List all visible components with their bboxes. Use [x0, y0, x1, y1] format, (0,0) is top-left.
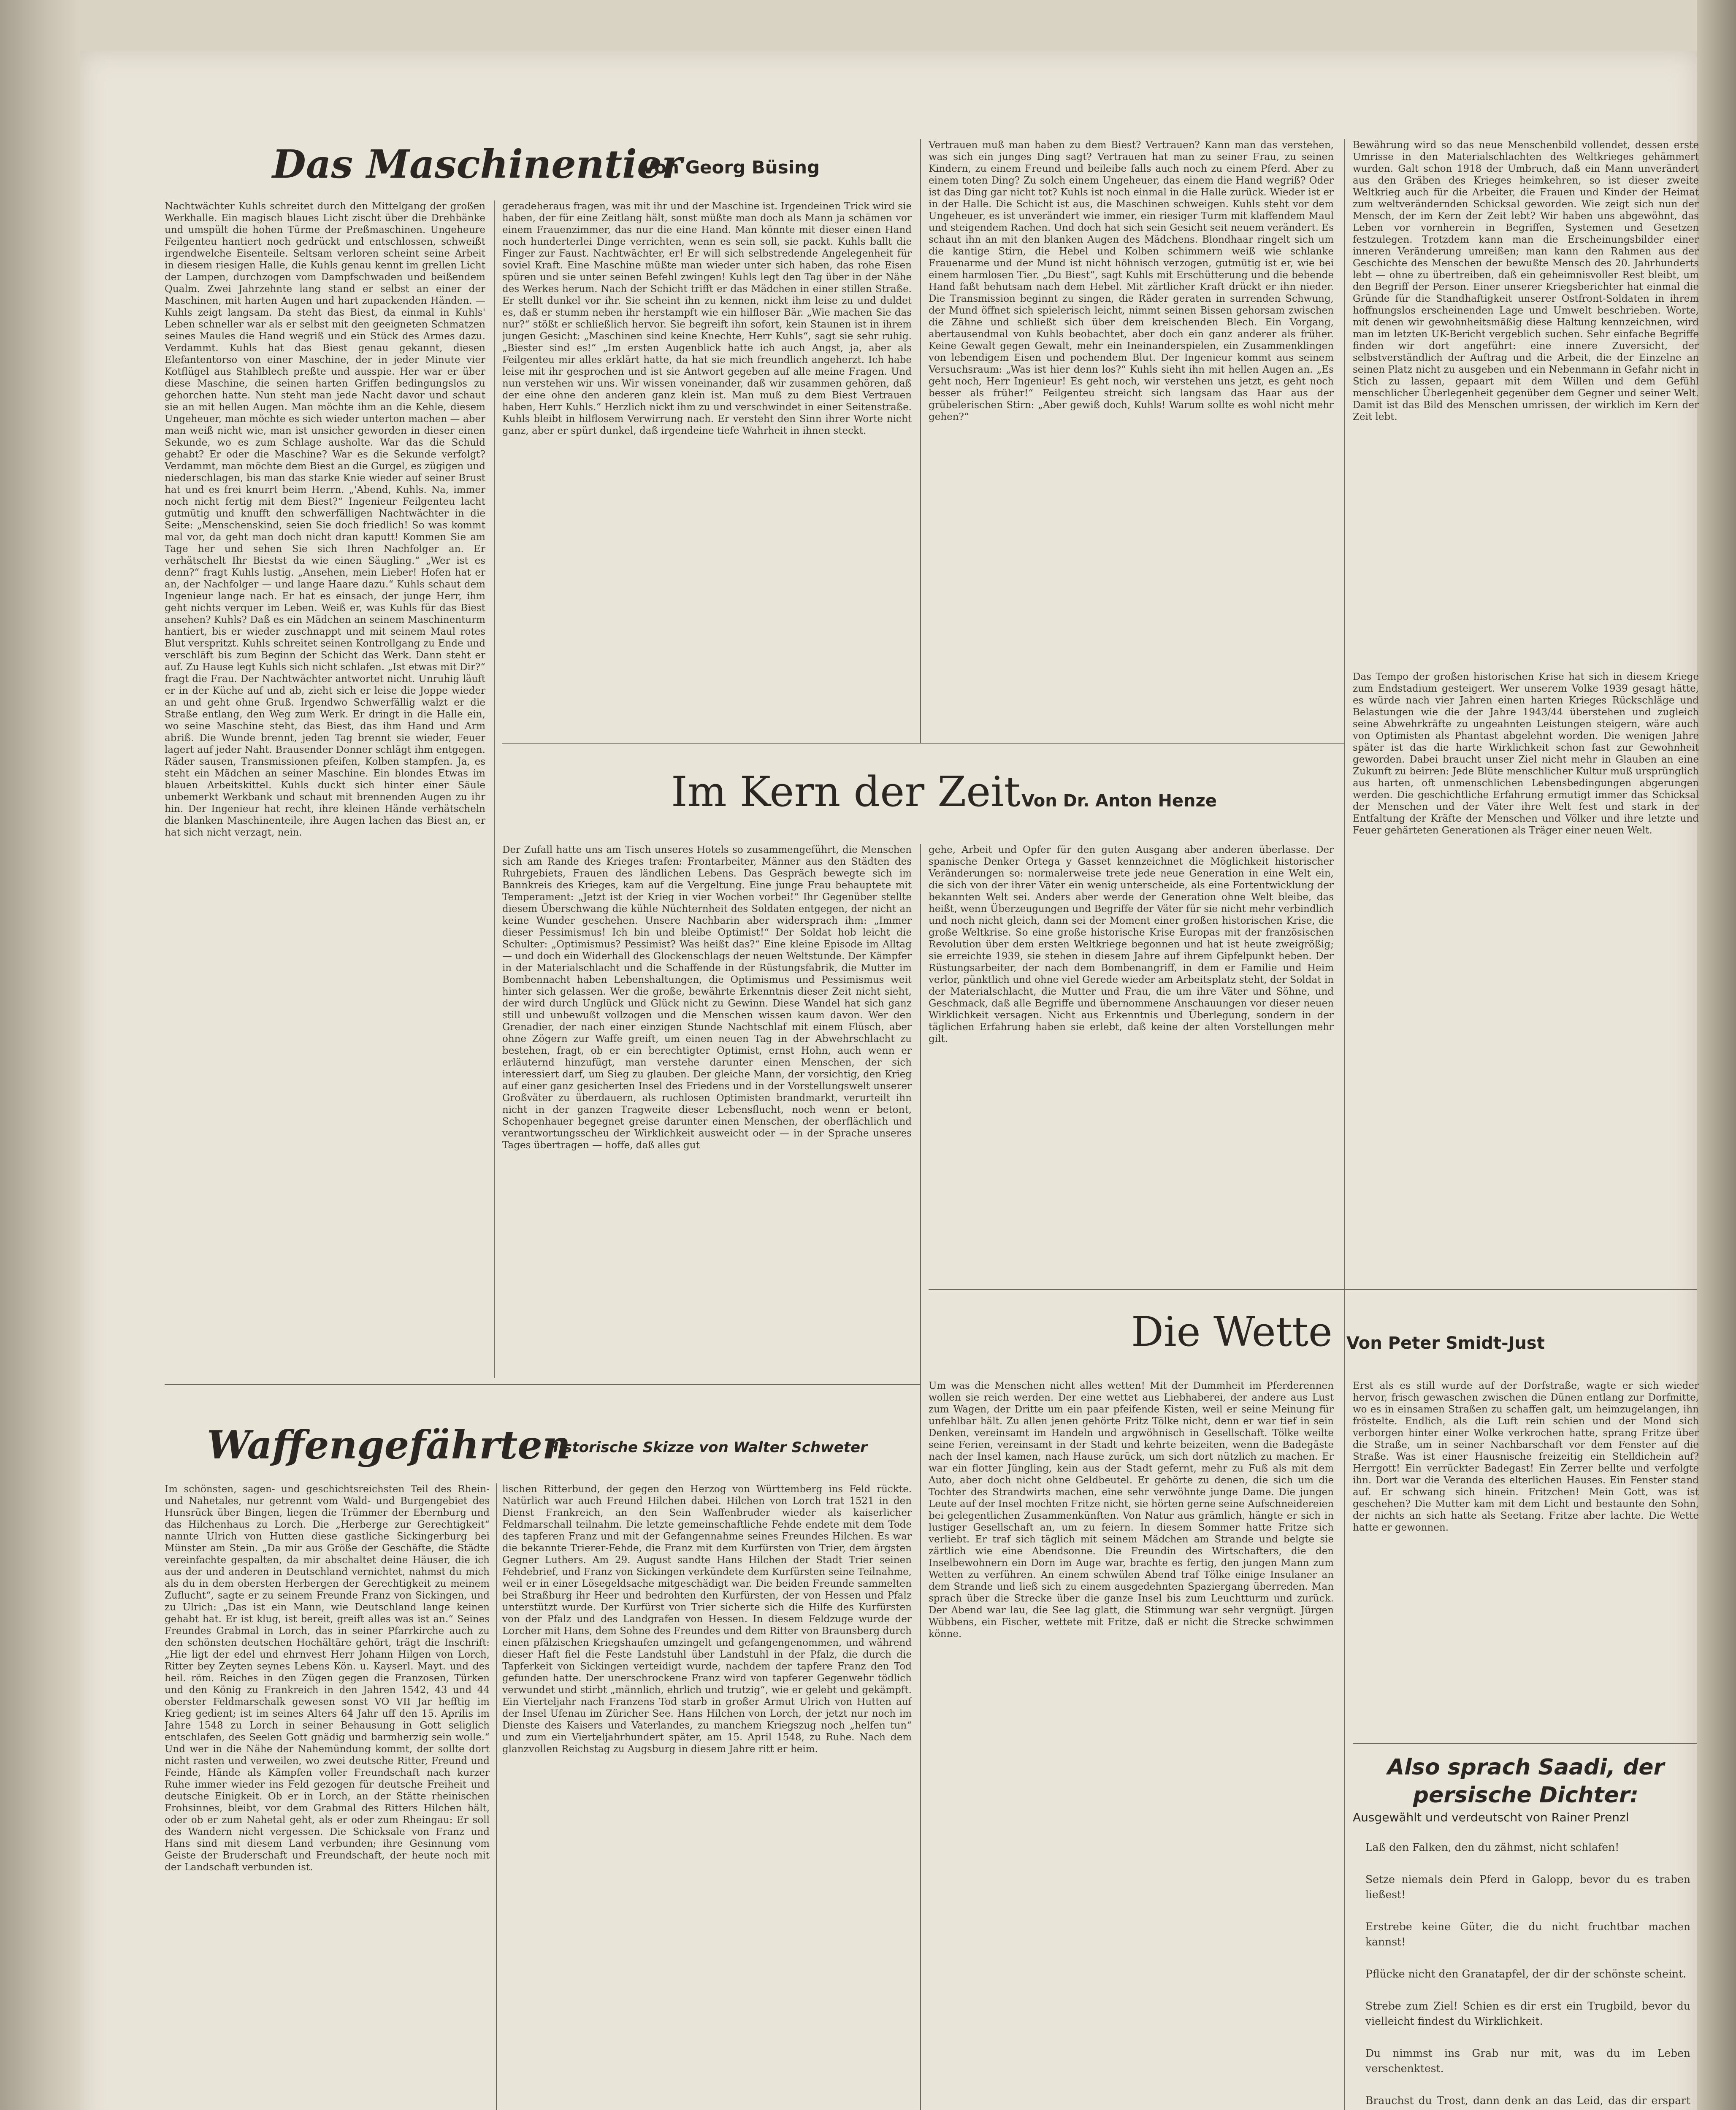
section-rule [929, 1289, 1697, 1290]
article-byline: Von Georg Büsing [642, 157, 820, 178]
poem-stanza: Du nimmst ins Grab nur mit, was du im Leben verschenktest. [1365, 2047, 1690, 2075]
article-byline: Von Dr. Anton Henze [1021, 791, 1217, 811]
article-byline: Ausgewählt und verdeutscht von Rainer Prenzl [1353, 1810, 1629, 1824]
article-column: Vertrauen muß man haben zu dem Biest? Vertrauen? Kann man das verstehen, was sich ein junges Ding sagt? Vertrauen hat man zu seiner Frau, zu seinen Kindern, zu einem Freund und beileibe falls auch noch zu einem Pferd. Aber zu einem toten Ding? Zu solch einem Ungeheuer, das einem die Hand wegriß? Oder ist das Ding gar nicht tot? Kuhls ist noch einmal in die Halle zurück. Wieder ist er in der Halle. Die Schicht ist aus, die Maschinen schweigen. Kuhls steht vor dem Ungeheuer, es ist unverändert wie immer, ein riesiger Turm mit klaffendem Maul und steigendem Rachen. Und doch hat sich sein Gesicht seit neuem verändert. Es schaut ihn an mit den blanken Augen des Mädchens. Blondhaar ringelt sich um die kantige Stirn, die Hebel und Kolben schimmern weiß wie schlanke Frauenarme und der Mund ist nicht höhnisch verzogen, gutmütig ist er, wie bei einem harmlosen Tier. „Du Biest“, sagt Kuhls mit Erschütterung und die bebende Hand faßt behutsam nach dem Hebel. Mit zärtlicher Kraft drückt er ihn nieder. Die Transmission beginnt zu singen, die Räder geraten in surrenden Schwung, der Mund öffnet sich spielerisch leicht, nimmt seinen Bissen gehorsam zwischen die Zähne und schließt sich über dem kreischenden Blech. Ein Vorgang, abertausendmal von Kuhls beobachtet, aber doch ein ganz anderer als früher. Keine Gewalt gegen Gewalt, mehr ein Ineinanderspielen, ein Zusammenklingen von lebendigem Eisen und pochendem Blut. Der Ingenieur kommt aus seinem Versuchsraum: „Was ist hier denn los?“ Kuhls sieht ihn mit hellen Augen an. „Es geht noch, Herr Ingenieur! Es geht noch, wir verstehen uns jetzt, es geht noch besser als früher!“ Feilgenteu streicht sich langsam das Haar aus der grübelerischen Stirn: „Aber gewiß doch, Kuhls! Warum sollte es wohl nicht mehr gehen?“ [929, 140, 1334, 422]
article-column: geradeheraus fragen, was mit ihr und der Maschine ist. Irgendeinen Trick wird sie haben, der für eine Zeitlang hält, sonst müßte man doch als Mann ja schämen vor einem Frauenzimmer, das nur die eine Hand. Man könnte mit dieser einen Hand noch hunderterlei Dinge verrichten, wenn es sein soll, sie packt. Kuhls ballt die Finger zur Faust. Nachtwächter, er! Er will sich selbstredende Angelegenheit für soviel Kraft. Eine Maschine müßte man wieder unter sich haben, das rohe Eisen spüren und sie unter seinen Befehl zwingen! Kuhls legt den Tag über in der Nähe des Werkes herum. Nach der Schicht trifft er das Mädchen in einer stillen Straße. Er stellt dunkel vor ihr. Sie scheint ihn zu kennen, nickt ihm leise zu und duldet es, daß er stumm neben ihr herstampft wie ein hilfloser Bär. „Wie machen Sie das nur?“ stößt er schließlich hervor. Sie begreift ihn sofort, kein Staunen ist in ihrem jungen Gesicht: „Maschinen sind keine Knechte, Herr Kuhls“, sagt sie sehr ruhig. „Biester sind es!“ „Im ersten Augenblick hatte ich auch Angst, ja, aber als Feilgenteu mir alles erklärt hatte, da hat sie mich freundlich angeherzt. Ich habe leise mit ihr gesprochen und ist sie Antwort gegeben auf alle meine Fragen. Und nun verstehen wir uns. Wir wissen voneinander, daß wir zusammen gehören, daß der eine ohne den anderen ganz klein ist. Man muß zu dem Biest Vertrauen haben, Herr Kuhls.“ Herzlich nickt ihm zu und verschwindet in einer Seitenstraße. Kuhls bleibt in hilflosem Verwirrung nach. Er versteht den Sinn ihrer Worte nicht ganz, aber er spürt dunkel, daß irgendeine tiefe Wahrheit in ihnen steckt. [502, 201, 912, 436]
poem-stanza: Setze niemals dein Pferd in Galopp, bevor du es traben ließest! [1365, 1873, 1690, 1901]
article-title: Waffengefährten [207, 1422, 571, 1468]
article-column: Der Zufall hatte uns am Tisch unseres Hotels so zusammengeführt, die Menschen sich am Rande des Krieges trafen: Frontarbeiter, Männer aus den Städten des Ruhrgebiets, Frauen des ländlichen Lebens. Das Gespräch bewegte sich im Bannkreis des Krieges, kam auf die Vergeltung. Eine junge Frau behauptete mit Temperament: „Jetzt ist der Krieg in vier Wochen vorbei!“ Ihr Gegenüber stellte diesem Überschwang die kühle Nüchternheit des Soldaten entgegen, der nicht an keine Wunder geschehen. Unsere Nachbarin aber widersprach ihm: „Immer dieser Pessimismus! Ich bin und bleibe Optimist!“ Der Soldat hob leicht die Schulter: „Optimismus? Pessimist? Was heißt das?“ Eine kleine Episode im Alltag — und doch ein Widerhall des Glockenschlags der neuen Weltstunde. Der Kämpfer in der Materialschlacht und die Schaffende in der Rüstungsfabrik, die Mutter im Bombennacht haben Lebenshaltungen, die Optimismus und Pessimismus weit hinter sich gelassen. Wer die große, bewährte Erkenntnis dieser Zeit nicht sieht, der wird durch Unglück und Glück nicht zu Gewinn. Diese Wandel hat sich ganz still und unbewußt vollzogen und die Menschen wissen kaum davon. Wer den Grenadier, der nach einer einzigen Stunde Nachtschlaf mit einem Flüsch, aber ohne Zögern zur Waffe greift, um einen neuen Tag in der Abwehrschlacht zu bestehen, fragt, ob er ein berechtigter Optimist, ernst Hohn, auch wenn er erläuternd hinzufügt, man verstehe darunter einen Menschen, der sich interessiert darf, um Sieg zu glauben. Der gleiche Mann, der vorsichtig, den Krieg auf einer ganz gesicherten Insel des Friedens und in der Vorstellungswelt unserer Großväter zu überdauern, als ruchlosen Optimisten brandmarkt, verurteilt ihn nicht in der ganzen Tragweite dieser Lebensflucht, noch wenn er betont, Schopenhauer begegnet greise darunter einen Menschen, der oberflächlich und verantwortungsscheu der Wirklichkeit ausweicht oder — in der Sprache unseres Tages übertragen — hoffe, daß alles gut [502, 844, 912, 1151]
article-column: Erst als es still wurde auf der Dorfstraße, wagte er sich wieder hervor, frisch gewaschen zwischen die Dünen entlang zur Dorfmitte, wo es in einsamen Straßen zu schaffen galt, um heimzugelangen, ihn fröstelte. Endlich, als die Luft rein schien und der Mond sich verborgen hinter einer Wolke verkrochen hatte, sprang Fritze über die Straße, um in seiner Nachbarschaft vor dem Fenster auf die Straße. Was ist einer Hausnische freizeitig ein Stelldichein auf? Herrgott! Ein verrückter Badegast! Ein Zerrer bellte und verfolgte ihn. Dort war die Veranda des elterlichen Hauses. Ein Fenster stand auf. Er schwang sich hinein. Fritzchen! Mein Gott, was ist geschehen? Die Mutter kam mit dem Licht und bestaunte den Sohn, der nichts an sich hatte als Seetang. Fritze aber lachte. Die Wette hatte er gewonnen. [1353, 1380, 1699, 1533]
section-rule [502, 743, 1344, 744]
article-title: Das Maschinentier [272, 141, 682, 187]
book-spine-shadow [0, 0, 80, 2110]
page-edge-shadow [1697, 0, 1736, 2110]
poem-stanza: Brauchst du Trost, dann denk an das Leid, das dir erspart [1365, 2094, 1690, 2107]
section-rule [1353, 1743, 1697, 1744]
column-rule [494, 200, 495, 1378]
article-column: Nachtwächter Kuhls schreitet durch den Mittelgang der großen Werkhalle. Ein magisch blaues Licht zischt über die Drehbänke und umspült die hohen Türme der Preßmaschinen. Ungeheure Feilgenteu hantiert noch gedrückt und entschlossen, schweißt irgendwelche Eisenteile. Seltsam verloren scheint seine Arbeit in diesem riesigen Halle, die Kuhls genau kennt im grellen Licht der Lampen, durchzogen vom Dampfschwaden und beißendem Qualm. Zwei Jahrzehnte lang stand er selbst an einer der Maschinen, mit harten Augen und hart zupackenden Händen. — Kuhls zeigt langsam. Da steht das Biest, da einmal in Kuhls' Leben schneller war als er selbst mit den geeigneten Schmatzen seines Maules die Hand wegriß und ein Stück des Armes dazu. Verdammt. Kuhls hat das Biest genau gekannt, diesen Elefantentorso von einer Maschine, der in jeder Minute vier Kotflügel aus Stahlblech preßte und ausspie. Her war er über diese Maschine, die seinen harten Griffen bedingungslos zu gehorchen hatte. Nun steht man jede Nacht davor und schaut sie an mit hellen Augen. Man möchte ihm an die Kehle, diesem Ungeheuer, man möchte es sich wieder unterton machen — aber man weiß nicht wie, man ist unsicher geworden in dieser einen Sekunde, wo es zum Schlage ausholte. War das die Schuld gehabt? Er oder die Maschine? War es die Sekunde verfolgt? Verdammt, man möchte dem Biest an die Gurgel, es zügigen und niederschlagen, bis man das starke Knie wieder auf seiner Brust hat und es frei knurrt beim Herrn. „'Abend, Kuhls. Na, immer noch nicht fertig mit dem Biest?“ Ingenieur Feilgenteu lacht gutmütig und knufft den schwerfälligen Nachtwächter in die Seite: „Menschenskind, seien Sie doch friedlich! So was kommt mal vor, da geht man doch nicht dran kaputt! Kommen Sie am Tage her und sehen Sie sich Ihren Nachfolger an. Er verhätschelt Ihr Biestst da wie einen Säugling.“ „Wer ist es denn?“ fragt Kuhls lustig. „Ansehen, mein Lieber! Hofen hat er an, der Nachfolger — und lange Haare dazu.“ Kuhls schaut dem Ingenieur lange nach. Er hat es einsach, der junge Herr, ihm geht nichts verquer im Leben. Weiß er, was Kuhls für das Biest ansehen? Kuhls? Daß es ein Mädchen an seinem Maschinenturm hantiert, bis er wieder zuschnappt und mit seinem Maul rotes Blut verspritzt. Kuhls schreitet seinen Kontrollgang zu Ende und verschläft bis zum Beginn der Schicht das Werk. Dann steht er auf. Zu Hause legt Kuhls sich nicht schlafen. „Ist etwas mit Dir?“ fragt die Frau. Der Nachtwächter antwortet nicht. Unruhig läuft er in der Küche auf und ab, zieht sich er leise die Joppe wieder an und geht ohne Gruß. Irgendwo Schwerfällig walzt er die Straße entlang, den Weg zum Werk. Er dringt in die Halle ein, wo seine Maschine steht, das Biest, das ihm Hand und Arm abriß. Die Wunde brennt, jeden Tag brennt sie wieder, Feuer lagert auf jeder Naht. Brausender Donner schlägt ihm entgegen. Räder sausen, Transmissionen pfeifen, Kolben stampfen. Ja, es steht ein Mädchen an seiner Maschine. Ein blondes Etwas im blauen Arbeitskittel. Kuhls duckt sich hinter einer Säule unbemerkt Werkbank und schaut mit brennenden Augen zu ihr hin. Der Ingenieur hat recht, ihre kleinen Hände verhätscheln die blanken Maschinenteile, ihre Augen lachen das Biest an, er hat sich nicht verzagt, nein. [165, 201, 485, 838]
article-title: Im Kern der Zeit [671, 768, 1021, 816]
article-column: gehe, Arbeit und Opfer für den guten Ausgang aber anderen überlasse. Der spanische Denker Ortega y Gasset kennzeichnet die Möglichkeit historischer Veränderungen so: normalerweise trete jede neue Generation in eine Welt ein, die sich von der ihrer Väter ein wenig unterscheide, als eine Fortentwicklung der bekannten Welt sei. Anders aber werde der Generation ohne Welt bleibe, das heißt, wenn Überzeugungen und Begriffe der Väter für sie nicht mehr verbindlich und noch nicht gleich, dann sei der Moment einer großen historischen Krise, die große Weltkrise. So eine große historische Krise Europas mit der französischen Revolution über dem ersten Weltkriege begonnen und hat ist heute zweigrößig; sie erreichte 1939, sie stehen in diesem Jahre auf ihrem Gipfelpunkt heben. Der Rüstungsarbeiter, der nach dem Bombenangriff, in dem er Familie und Heim verlor, pünktlich und ohne viel Gerede wieder am Arbeitsplatz steht, der Soldat in der Materialschlacht, die Mutter und Frau, die um ihre Väter und Söhne, und Geschmack, daß alle Begriffe und übernommene Anschauungen vor dieser neuen Wirklichkeit versagen. Nicht aus Erkenntnis und Überlegung, sondern in der täglichen Erfahrung haben sie erlebt, daß keine der alten Vorstellungen mehr gilt. [929, 844, 1334, 1044]
article-column: Im schönsten, sagen- und geschichtsreichsten Teil des Rhein- und Nahetales, nur getrennt vom Wald- und Burgengebiet des Hunsrück über Bingen, liegen die Trümmer der Ebernburg und das Hilchenhaus zu Lorch. Die „Herberge zur Gerechtigkeit“ nannte Ulrich von Hutten diese gastliche Sickingerburg bei Münster am Stein. „Da mir aus Größe der Geschäfte, die Städte vereinfachte gespalten, da mir abschaltet deine Häuser, die ich aus der und anderen in Deutschland vernichtet, nahmst du mich als du in dem obersten Herbergen der Gerechtigkeit zu meinem Zuflucht“, sagte er zu seinem Freunde Franz von Sickingen, und zu Ulrich: „Das ist ein Mann, wie Deutschland lange keinen gehabt hat. Er ist klug, ist bereit, greift alles was ist an.“ Seines Freundes Grabmal in Lorch, das in seiner Pfarrkirche auch zu den schönsten deutschen Hochältäre gehört, trägt die Inschrift: „Hie ligt der edel und ehrnvest Herr Johann Hilgen von Lorch, Ritter bey Zeyten seynes Lebens Kön. u. Kayserl. Mayt. und des heil. röm. Reiches in den Zügen gegen die Franzosen, Türken und den König zu Frankreich in den Jahren 1542, 43 und 44 oberster Feldmarschalk gewesen sonst VO VII Jar hefftig im Krieg gedient; ist im seines Alters 64 Jahr uff den 15. Aprilis im Jahre 1548 zu Lorch in seiner Behausung in Gott seliglich entschlafen, des Seelen Gott gnädig und barmherzig sein wolle.“ Und wer in die Nähe der Nahemündung kommt, der sollte dort nicht rasten und verweilen, wo zwei deutsche Ritter, Freund und Feinde, Hände als Kämpfen voller Freundschaft nach kurzer Ruhe immer wieder ins Feld gezogen für deutsche Freiheit und deutsche Einigkeit. Ob er in Lorch, an der Stätte rheinischen Frohsinnes, bleibt, vor dem Grabmal des Ritters Hilchen hält, oder ob er zum Nahetal geht, als er oder zum Rheingau: Er soll des Wandern nicht vergessen. Die Schicksale von Franz und Hans sind mit diesem Land verbunden; ihre Gesinnung vom Geiste der Bruderschaft und Freundschaft, der heute noch mit der Landschaft verbunden ist. [165, 1484, 490, 1873]
column-rule [496, 1483, 497, 2110]
article-column: Um was die Menschen nicht alles wetten! Mit der Dummheit im Pferderennen wollen sie reich werden. Der eine wettet aus Liebhaberei, der andere aus Lust zum Wagen, der Dritte um ein paar pfeifende Kisten, weil er seine Meinung für unfehlbar hält. Zu allen jenen gehörte Fritz Tölke nicht, denn er war tief in sein Denken, vereinsamt im Handeln und argwöhnisch in Gesellschaft. Tölke weilte seine Ferien, vereinsamt in der Stadt und kehrte beizeiten, wenn die Badegäste nach der Insel kamen, nach Hause zurück, um sich dort nützlich zu machen. Er war ein flotter Jüngling, kein aus der Stadt gefernt, mehr zu Fuß als mit dem Auto, aber doch nicht ohne Geldbeutel. Er gehörte zu denen, die sich um die Tochter des Strandwirts machen, eine sehr verwöhnte junge Dame. Die jungen Leute auf der Insel mochten Fritze nicht, sie hörten gerne seine Aufschneidereien bei gelegentlichen Zusammenkünften. Von Natur aus grämlich, hängte er sich in lustiger Gesellschaft an, um zu feiern. In diesem Sommer hatte Fritze sich verliebt. Er traf sich täglich mit seinem Mädchen am Strande und belgte sie zärtlich wie eine Abendsonne. Die Freundin des Wirtschafters, die den Inselbewohnern ein Dorn im Auge war, brachte es fertig, den jungen Mann zum Wetten zu verführen. An einem schwülen Abend traf Tölke einige Insulaner an dem Strande und ließ sich zu einem ausgedehnten Spaziergang überreden. Man sprach über die Strecke über die ganze Insel bis zum Leuchtturm und zurück. Der Abend war lau, die See lag glatt, die Stimmung war sehr vergnügt. Jürgen Wübbens, ein Fischer, wettete mit Fritze, daß er nicht die Strecke schwimmen könne. [929, 1380, 1334, 1639]
poem-stanza: Strebe zum Ziel! Schien es dir erst ein Trugbild, bevor du vielleicht findest du Wirklichkeit. [1365, 2000, 1690, 2027]
article-column: Das Tempo der großen historischen Krise hat sich in diesem Kriege zum Endstadium gesteigert. Wer unserem Volke 1939 gesagt hätte, es würde nach vier Jahren einen harten Krieges Rückschläge und Belastungen wie die der Jahre 1943/44 überstehen und zugleich seine Abwehrkräfte zu ungeahnten Leistungen steigern, wäre auch von Optimisten als Phantast abgelehnt worden. Die wenigen Jahre später ist das die harte Wirklichkeit schon fast zur Gewohnheit geworden. Dabei braucht unser Ziel nicht mehr in Glauben an eine Zukunft zu beirren: Jede Blüte menschlicher Kultur muß ursprünglich aus harten, oft unmenschlichen Lebensbedingungen abgerungen werden. Die geschichtliche Erfahrung ermutigt immer das Schicksal der Menschen und der Väter ihre Welt fest und stark in der Entfaltung der Kräfte der Menschen und Völker und ihre letzte und Feuer gehärteten Generationen als Träger einer neuen Welt. [1353, 671, 1699, 836]
poem-stanza: Erstrebe keine Güter, die du nicht fruchtbar machen kannst! [1365, 1921, 1690, 1948]
article-column: Bewährung wird so das neue Menschenbild vollendet, dessen erste Umrisse in den Materialschlachten des Weltkrieges gehämmert wurden. Galt schon 1918 der Umbruch, daß ein Mann unverändert aus den Gräben des Krieges heimkehren, so ist dieser zweite Weltkrieg auch für die Arbeiter, die Frauen und Kinder der Heimat zum weltverändernden Schicksal geworden. Wie zeigt sich nun der Mensch, der im Kern der Zeit lebt? Wir haben uns abgewöhnt, das Leben vor vornherein in Begriffen, Systemen und Gesetzen festzulegen. Trotzdem kann man die Erscheinungsbilder einer inneren Veränderung umreißen; man kann den Rahmen aus der Geschichte des Menschen der bewußte Mensch des 20. Jahrhunderts lebt — ohne zu übertreiben, daß ein geheimnisvoller Rest bleibt, um den Begriff der Person. Einer unserer Kriegsberichter hat einmal die Gründe für die Standhaftigkeit unserer Ostfront-Soldaten in ihrem hoffnungslos erscheinenden Lage und Umwelt beschrieben. Worte, mit denen wir gewohnheitsmäßig diese Haltung kennzeichnen, wird man im letzten UK-Bericht vergeblich suchen. Sehr einfache Begriffe finden wir dort angeführt: eine innere Zuversicht, der selbstverständlich der Auftrag und die Arbeit, die der Einzelne an seinen Platz nicht zu ausgeben und ein Nebenmann in Gefahr nicht in Stich zu lassen, gepaart mit dem Willen und dem Gefühl menschlicher Überlegenheit gegenüber dem Gegner und seiner Welt. Damit ist das Bild des Menschen umrissen, der wirklich im Kern der Zeit lebt. [1353, 140, 1699, 422]
column-rule [920, 844, 921, 2110]
column-rule [1344, 139, 1345, 2110]
section-rule [165, 1384, 920, 1385]
article-title-die-wette: Die Wette [1131, 1308, 1332, 1355]
poem-stanza: Pflücke nicht den Granatapfel, der dir der schönste scheint. [1365, 1968, 1687, 1980]
poem-stanzas [1365, 1840, 1690, 2110]
column-rule [920, 139, 921, 743]
newspaper-page [80, 51, 1697, 2110]
article-byline: Historische Skizze von Walter Schweter [547, 1439, 867, 1456]
poem-stanza: Laß den Falken, den du zähmst, nicht schlafen! [1365, 1841, 1620, 1853]
article-byline-die-wette: Von Peter Smidt-Just [1346, 1334, 1545, 1353]
article-title: Also sprach Saadi, der persische Dichter: [1387, 1755, 1665, 1808]
article-column: lischen Ritterbund, der gegen den Herzog von Württemberg ins Feld rückte. Natürlich war auch Freund Hilchen dabei. Hilchen von Lorch trat 1521 in den Dienst Frankreich, an den Sein Waffenbruder wieder als kaiserlicher Feldmarschall teilnahm. Die letzte gemeinschaftliche Fehde endete mit dem Tode des tapferen Franz und mit der Gefangennahme seines Freundes Hilchen. Es war die bekannte Trierer-Fehde, die Franz mit dem Kurfürsten von Trier, dem ärgsten Gegner Luthers. Am 29. August sandte Hans Hilchen der Stadt Trier seinen Fehdebrief, und Franz von Sickingen verkündete dem Kurfürsten seine Teilnahme, weil er in einer Lösegeldsache mitgeschädigt war. Die beiden Freunde sammelten bei Straßburg ihr Heer und bedrohten den Kurfürsten, der von Hessen und Pfalz unterstützt wurde. Der Kurfürst von Trier sicherte sich die Hilfe des Kurfürsten von der Pfalz und des Landgrafen von Hessen. In diesem Feldzuge wurde der Lorcher mit Hans, dem Sohne des Freundes und dem Ritter von Braunsberg durch einen pfälzischen Kriegshaufen umzingelt und gefangengenommen, und während dieser Haft fiel die Feste Landstuhl über Landstuhl in der Pfalz, die durch die Tapferkeit von Sickingen verteidigt wurde, nachdem der tapfere Franz den Tod gefunden hatte. Der unerschrockene Franz wird von tapferer Gegenwehr tödlich verwundet und stirbt „männlich, ehrlich und trutzig“, wie er gelebt und gekämpft. Ein Vierteljahr nach Franzens Tod starb in großer Armut Ulrich von Hutten auf der Insel Ufenau im Züricher See. Hans Hilchen von Lorch, der jetzt nur noch im Dienste des Kaisers und Vaterlandes, zu manchem Kriegszug noch „helfen tun“ und zum ein Vierteljahrhundert später, am 15. April 1548, zu Ruhe. Nach dem glanzvollen Reichstag zu Augsburg in diesem Jahre ritt er heim. [502, 1484, 912, 1755]
